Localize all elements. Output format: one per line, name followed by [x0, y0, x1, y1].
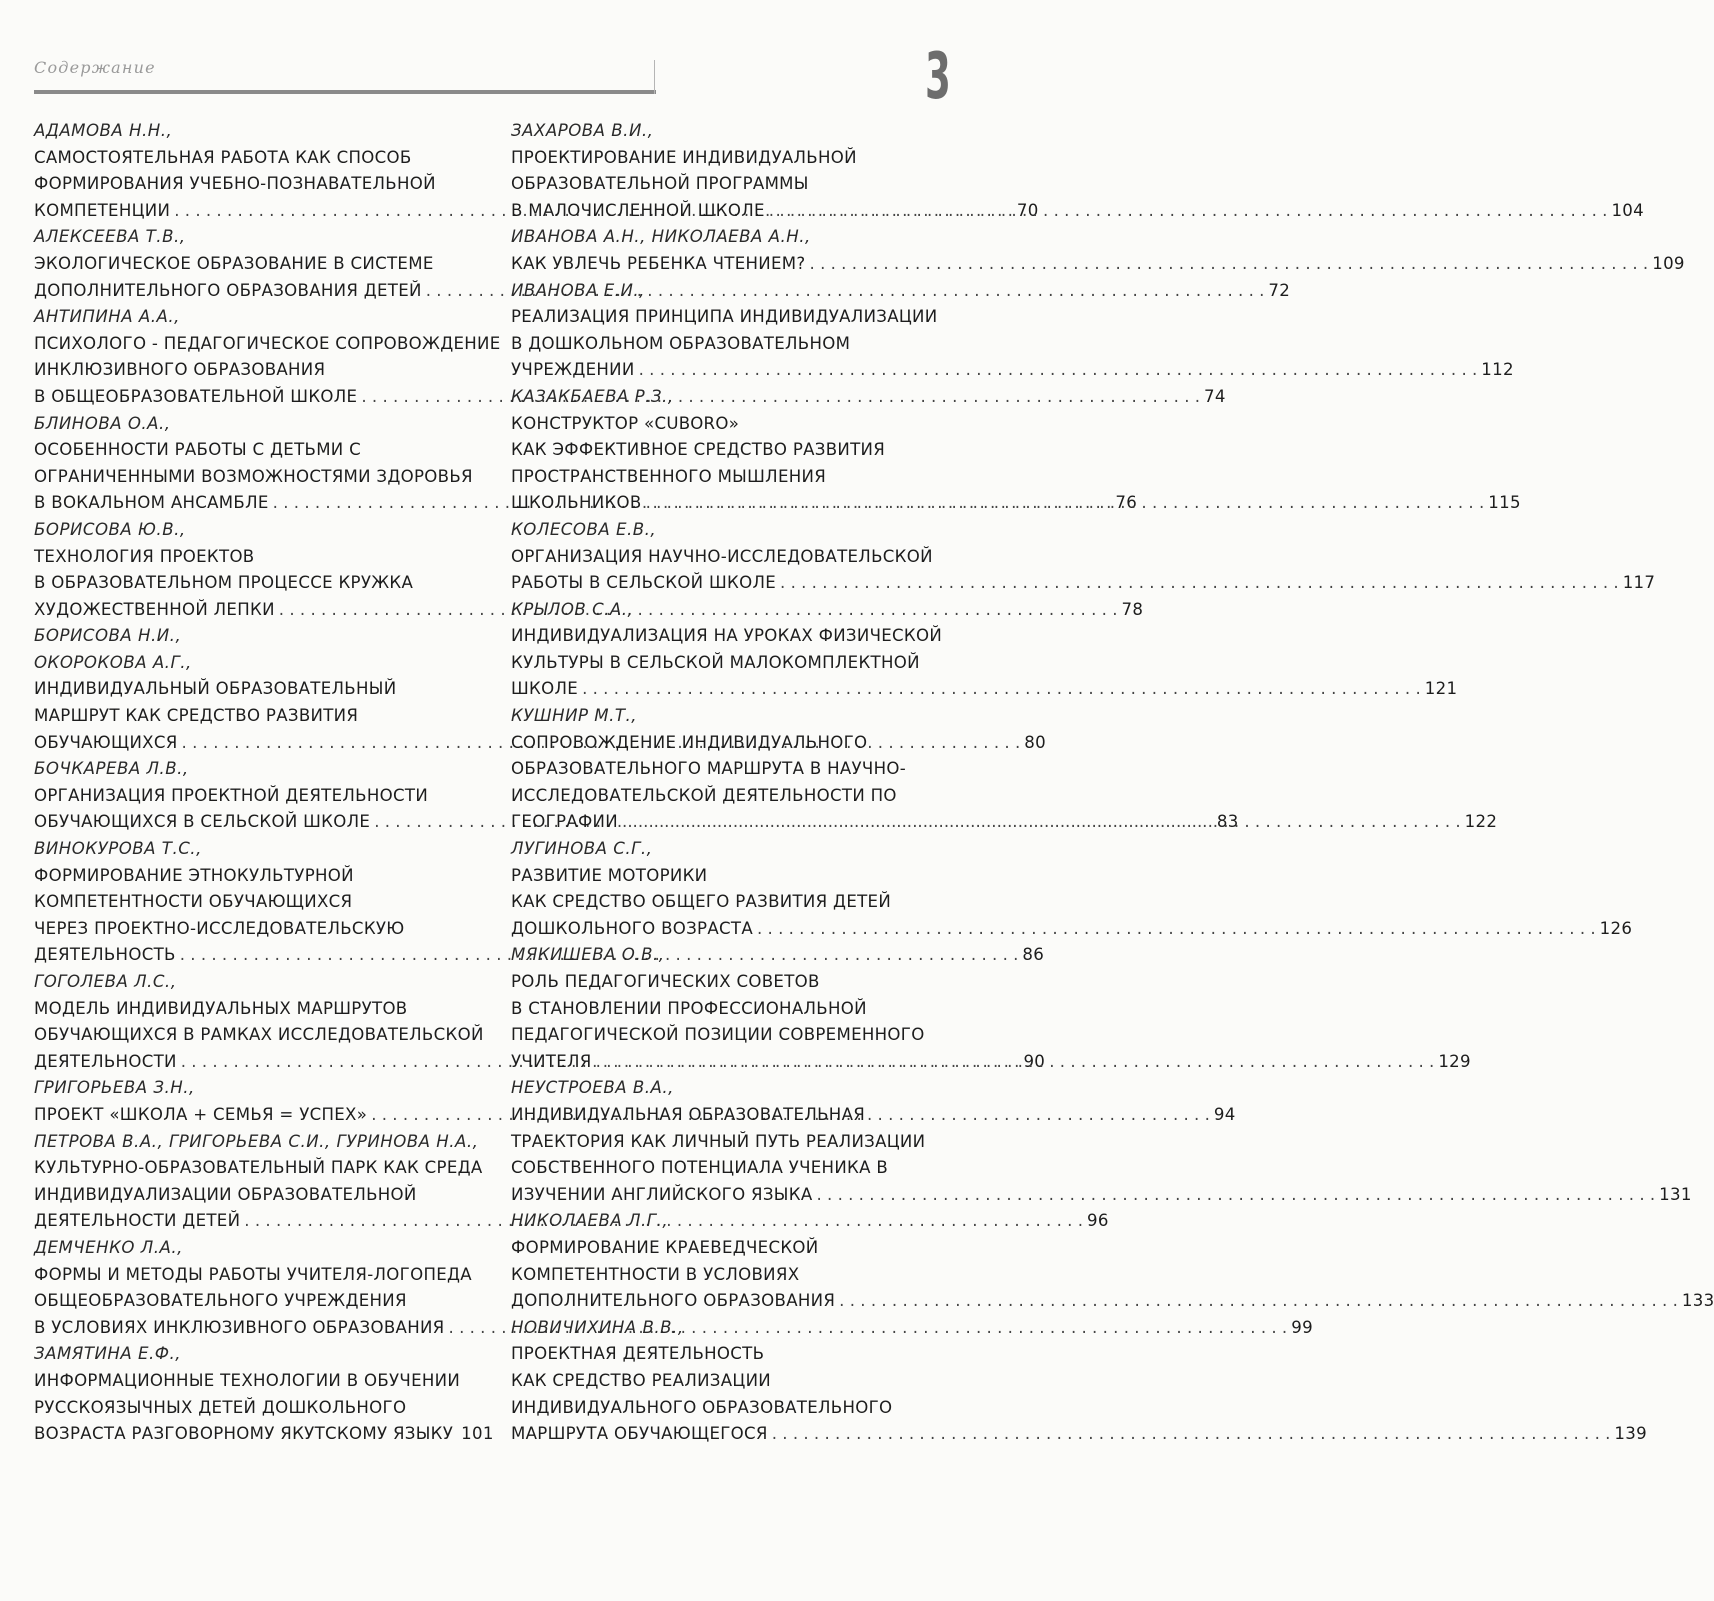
header-rule [34, 90, 656, 94]
entry-authors: КАЗАКБАЕВА Р.З., [511, 386, 674, 406]
entry-page-number: 72 [1268, 280, 1291, 300]
entry-title-line: В ДОШКОЛЬНОМ ОБРАЗОВАТЕЛЬНОМ [511, 333, 851, 353]
entry-last-line [511, 916, 1633, 943]
toc-entry[interactable] [511, 836, 1633, 942]
entry-authors: ЛУГИНОВА С.Г., [511, 839, 653, 859]
entry-title-line: ЧЕРЕЗ ПРОЕКТНО-ИССЛЕДОВАТЕЛЬСКУЮ [34, 918, 405, 938]
entry-authors: МЯКИШЕВА О.В., [511, 945, 665, 965]
entry-authors: ГОГОЛЕВА Л.С., [34, 972, 177, 991]
entry-title-line: ФОРМИРОВАНИЕ КРАЕВЕДЧЕСКОЙ [511, 1237, 819, 1257]
entry-authors: ГРИГОРЬЕВА З.Н., [34, 1078, 195, 1098]
section-title: Содержание [34, 58, 156, 77]
entry-authors: ЗАМЯТИНА Е.Ф., [34, 1344, 182, 1364]
entry-page-number: 139 [1614, 1424, 1647, 1444]
entry-title-line: ИНДИВИДУАЛЬНОГО ОБРАЗОВАТЕЛЬНОГО [511, 1397, 893, 1417]
header-divider [654, 60, 655, 94]
entry-title-line: КОМПЕТЕНТНОСТИ В УСЛОВИЯХ [511, 1264, 800, 1284]
entry-title-line: ПСИХОЛОГО - ПЕДАГОГИЧЕСКОЕ СОПРОВОЖДЕНИЕ [34, 333, 501, 353]
entry-title-line: ВОЗРАСТА РАЗГОВОРНОМУ ЯКУТСКОМУ ЯЗЫКУ [34, 1424, 454, 1444]
entry-authors: НЕУСТРОЕВА В.А., [511, 1078, 674, 1098]
entry-page-number: 76 [1115, 493, 1138, 513]
entry-last-line [511, 676, 1458, 703]
entry-title-line: ДЕЯТЕЛЬНОСТЬ [34, 945, 176, 965]
entry-title-line: ОБУЧАЮЩИХСЯ В СЕЛЬСКОЙ ШКОЛЕ [34, 812, 371, 832]
entry-title-line: РАЗВИТИЕ МОТОРИКИ [511, 865, 708, 885]
entry-title-line: СОПРОВОЖДЕНИЕ ИНДИВИДУАЛЬНОГО [511, 732, 868, 752]
page-number: 3 [925, 40, 951, 114]
entry-title-line: СОБСТВЕННОГО ПОТЕНЦИАЛА УЧЕНИКА В [511, 1158, 889, 1178]
entry-title-line: МАРШРУТА ОБУЧАЮЩЕГОСЯ [511, 1424, 768, 1444]
entry-page-number: 115 [1488, 493, 1521, 513]
entry-authors: ИВАНОВА Е.И., [511, 280, 645, 300]
entry-title-line: КАК СРЕДСТВО ОБЩЕГО РАЗВИТИЯ ДЕТЕЙ [511, 892, 892, 912]
entry-page-number: 99 [1291, 1317, 1313, 1337]
entry-page-number: 121 [1424, 679, 1458, 699]
entry-title-line: ПЕДАГОГИЧЕСКОЙ ПОЗИЦИИ СОВРЕМЕННОГО [511, 1025, 925, 1045]
entry-title-line: ПРОЕКТИРОВАНИЕ ИНДИВИДУАЛЬНОЙ [511, 147, 857, 167]
entry-authors: БЛИНОВА О.А., [34, 413, 171, 433]
toc-entry[interactable] [511, 517, 1656, 597]
entry-title-line: КОМПЕТЕНТНОСТИ ОБУЧАЮЩИХСЯ [34, 892, 353, 912]
entry-title-line: ИНФОРМАЦИОННЫЕ ТЕХНОЛОГИИ В ОБУЧЕНИИ [34, 1370, 461, 1390]
entry-authors: БОЧКАРЕВА Л.В., [34, 759, 189, 779]
entry-title-line: РЕАЛИЗАЦИЯ ПРИНЦИПА ИНДИВИДУАЛИЗАЦИИ [511, 307, 938, 327]
entry-authors: БОРИСОВА Н.И., [34, 626, 182, 646]
entry-title-line: КАК СРЕДСТВО РЕАЛИЗАЦИИ [511, 1370, 772, 1390]
entry-page-number: 80 [1024, 732, 1046, 752]
entry-authors: ИВАНОВА А.Н., НИКОЛАЕВА А.Н., [511, 227, 811, 247]
entry-title-line: РУССКОЯЗЫЧНЫХ ДЕТЕЙ ДОШКОЛЬНОГО [34, 1397, 407, 1417]
entry-title-line: ПРОСТРАНСТВЕННОГО МЫШЛЕНИЯ [511, 466, 827, 486]
entry-title-line: ИНДИВИДУАЛЬНАЯ ОБРАЗОВАТЕЛЬНАЯ [511, 1104, 866, 1124]
entry-title-line: РОЛЬ ПЕДАГОГИЧЕСКИХ СОВЕТОВ [511, 972, 820, 991]
entry-page-number: 133 [1681, 1291, 1714, 1311]
entry-authors: БОРИСОВА Ю.В., [34, 519, 186, 539]
entry-page-number: 117 [1622, 573, 1656, 593]
entry-title-line: В СТАНОВЛЕНИИ ПРОФЕССИОНАЛЬНОЙ [511, 998, 867, 1018]
entry-title-line: В МАЛОЧИСЛЕННОЙ ШКОЛЕ [511, 200, 765, 220]
entry-title-line: РАБОТЫ В СЕЛЬСКОЙ ШКОЛЕ [511, 573, 777, 593]
dot-leader [780, 570, 1619, 597]
dot-leader [839, 1288, 1678, 1315]
entry-authors: НОВИЧИХИНА В.В., [511, 1317, 684, 1337]
entry-title-line: ОБЩЕОБРАЗОВАТЕЛЬНОГО УЧРЕЖДЕНИЯ [34, 1291, 407, 1311]
entry-title-line: ОБРАЗОВАТЕЛЬНОЙ ПРОГРАММЫ [511, 174, 809, 194]
entry-title-line: ШКОЛЬНИКОВ [511, 493, 642, 513]
entry-title-line: ПРОЕКТНАЯ ДЕЯТЕЛЬНОСТЬ [511, 1344, 765, 1364]
entry-last-line [511, 251, 1685, 278]
entry-title-line: В ВОКАЛЬНОМ АНСАМБЛЕ [34, 493, 269, 513]
entry-page-number: 104 [1611, 200, 1645, 220]
entry-authors: АДАМОВА Н.Н., [34, 121, 173, 140]
entry-page-number: 96 [1086, 1211, 1109, 1231]
entry-title-line: ДОШКОЛЬНОГО ВОЗРАСТА [511, 918, 753, 938]
entry-page-number: 74 [1204, 386, 1226, 406]
entry-authors: ДЕМЧЕНКО Л.А., [34, 1237, 183, 1257]
entry-last-line [511, 1288, 1714, 1315]
entry-title-line: ОГРАНИЧЕННЫМИ ВОЗМОЖНОСТЯМИ ЗДОРОВЬЯ [34, 466, 473, 486]
dot-leader [639, 357, 1478, 384]
entry-title-line: УЧРЕЖДЕНИИ [511, 360, 635, 380]
entry-last-line [511, 570, 1656, 597]
entry-title-line: ОРГАНИЗАЦИЯ ПРОЕКТНОЙ ДЕЯТЕЛЬНОСТИ [34, 785, 429, 805]
dot-leader [596, 1049, 1435, 1076]
dot-leader [772, 1421, 1611, 1448]
entry-title-line: ДОПОЛНИТЕЛЬНОГО ОБРАЗОВАНИЯ ДЕТЕЙ [34, 280, 422, 300]
entry-title-line: ХУДОЖЕСТВЕННОЙ ЛЕПКИ [34, 599, 275, 619]
entry-page-number: 109 [1652, 253, 1685, 273]
entry-authors: НИКОЛАЕВА Л.Г., [511, 1211, 669, 1231]
entry-title-line: ИССЛЕДОВАТЕЛЬСКОЙ ДЕЯТЕЛЬНОСТИ ПО [511, 785, 897, 805]
dot-leader [769, 198, 1608, 225]
entry-authors: АЛЕКСЕЕВА Т.В., [34, 227, 186, 247]
entry-title-line: ОБРАЗОВАТЕЛЬНОГО МАРШРУТА В НАУЧНО- [511, 759, 907, 779]
entry-title-line: ДОПОЛНИТЕЛЬНОГО ОБРАЗОВАНИЯ [511, 1291, 836, 1311]
entry-title-line: ТЕХНОЛОГИЯ ПРОЕКТОВ [34, 546, 255, 566]
entry-authors: АНТИПИНА А.А., [34, 307, 180, 327]
entry-title-line: ПРОЕКТ «ШКОЛА + СЕМЬЯ = УСПЕХ» [34, 1104, 368, 1124]
entry-title-line: ФОРМИРОВАНИЯ УЧЕБНО-ПОЗНАВАТЕЛЬНОЙ [34, 174, 436, 194]
entry-page-number: 122 [1464, 812, 1498, 832]
entry-title-line: ОСОБЕННОСТИ РАБОТЫ С ДЕТЬМИ С [34, 440, 361, 460]
entry-page-number: 126 [1599, 918, 1633, 938]
entry-title-line: ФОРМЫ И МЕТОДЫ РАБОТЫ УЧИТЕЛЯ-ЛОГОПЕДА [34, 1264, 472, 1284]
entry-title-line: ШКОЛЕ [511, 679, 579, 699]
dot-leader [810, 251, 1649, 278]
entry-title-line: КАК ЭФФЕКТИВНОЕ СРЕДСТВО РАЗВИТИЯ [511, 440, 886, 460]
entry-title-line: ТРАЕКТОРИЯ КАК ЛИЧНЫЙ ПУТЬ РЕАЛИЗАЦИИ [511, 1131, 926, 1151]
entry-authors: ЗАХАРОВА В.И., [511, 121, 654, 140]
entry-title-line: МАРШРУТ КАК СРЕДСТВО РАЗВИТИЯ [34, 706, 359, 726]
dot-leader [582, 676, 1421, 703]
entry-title-line: ИНДИВИДУАЛИЗАЦИИ ОБРАЗОВАТЕЛЬНОЙ [34, 1184, 417, 1204]
entry-title-line: КОМПЕТЕНЦИИ [34, 200, 171, 220]
entry-page-number: 94 [1213, 1104, 1236, 1124]
entry-authors: ПЕТРОВА В.А., ГРИГОРЬЕВА С.И., ГУРИНОВА Н.А., [34, 1131, 479, 1151]
entry-title-line: ЭКОЛОГИЧЕСКОЕ ОБРАЗОВАНИЕ В СИСТЕМЕ [34, 253, 434, 273]
entry-title-line: ГЕОГРАФИИ [511, 812, 618, 832]
entry-title-line: ОБУЧАЮЩИХСЯ [34, 732, 178, 752]
entry-page-number: 131 [1659, 1184, 1692, 1204]
entry-title-line: В ОБРАЗОВАТЕЛЬНОМ ПРОЦЕССЕ КРУЖКА [34, 573, 414, 593]
entry-title-line: ИНКЛЮЗИВНОГО ОБРАЗОВАНИЯ [34, 360, 326, 380]
entry-title-line: ДЕЯТЕЛЬНОСТИ [34, 1051, 177, 1071]
toc-entry[interactable] [34, 1341, 494, 1447]
entry-authors: КРЫЛОВ С.А., [511, 599, 634, 619]
entry-page-number: 129 [1438, 1051, 1471, 1071]
entry-title-line: ОРГАНИЗАЦИЯ НАУЧНО-ИССЛЕДОВАТЕЛЬСКОЙ [511, 546, 933, 566]
entry-title-line: КУЛЬТУРЫ В СЕЛЬСКОЙ МАЛОКОМПЛЕКТНОЙ [511, 652, 920, 672]
dot-leader [646, 490, 1485, 517]
entry-title-line: КУЛЬТУРНО-ОБРАЗОВАТЕЛЬНЫЙ ПАРК КАК СРЕДА [34, 1158, 483, 1178]
entry-page-number: 90 [1023, 1051, 1046, 1071]
entry-title-line: КАК УВЛЕЧЬ РЕБЕНКА ЧТЕНИЕМ? [511, 253, 806, 273]
entry-title-line: ИНДИВИДУАЛЬНЫЙ ОБРАЗОВАТЕЛЬНЫЙ [34, 679, 397, 699]
dot-leader [622, 809, 1461, 836]
entry-page-number: 86 [1022, 945, 1045, 965]
entry-page-number: 83 [1216, 812, 1239, 832]
entry-title-line: ИЗУЧЕНИИ АНГЛИЙСКОГО ЯЗЫКА [511, 1184, 813, 1204]
entry-title-line: В ОБЩЕОБРАЗОВАТЕЛЬНОЙ ШКОЛЕ [34, 386, 358, 406]
entry-authors: КУШНИР М.Т., [511, 706, 638, 726]
dot-leader [816, 1182, 1655, 1209]
entry-last-line [511, 1182, 1692, 1209]
entry-last-line [34, 1421, 494, 1448]
toc-entry[interactable] [511, 224, 1685, 277]
entry-title-line: МОДЕЛЬ ИНДИВИДУАЛЬНЫХ МАРШРУТОВ [34, 998, 408, 1018]
entry-title-line: САМОСТОЯТЕЛЬНАЯ РАБОТА КАК СПОСОБ [34, 147, 412, 167]
entry-title-line: ДЕЯТЕЛЬНОСТИ ДЕТЕЙ [34, 1211, 241, 1231]
entry-title-line: ОБУЧАЮЩИХСЯ В РАМКАХ ИССЛЕДОВАТЕЛЬСКОЙ [34, 1025, 484, 1045]
dot-leader [757, 916, 1596, 943]
entry-title-line: ФОРМИРОВАНИЕ ЭТНОКУЛЬТУРНОЙ [34, 865, 354, 885]
entry-page-number: 101 [461, 1424, 494, 1444]
entry-title-line: В УСЛОВИЯХ ИНКЛЮЗИВНОГО ОБРАЗОВАНИЯ [34, 1317, 445, 1337]
entry-last-line [511, 357, 1514, 384]
entry-page-number: 112 [1481, 360, 1514, 380]
entry-page-number: 78 [1121, 599, 1144, 619]
entry-authors: ВИНОКУРОВА Т.С., [34, 839, 202, 859]
entry-title-line: КОНСТРУКТОР «CUBORO» [511, 413, 740, 433]
entry-last-line [511, 1421, 1647, 1448]
entry-title-line: ИНДИВИДУАЛИЗАЦИЯ НА УРОКАХ ФИЗИЧЕСКОЙ [511, 626, 943, 646]
entry-authors: ОКОРОКОВА А.Г., [34, 652, 192, 672]
entry-authors: КОЛЕСОВА Е.В., [511, 519, 657, 539]
entry-page-number: 70 [1016, 200, 1039, 220]
entry-title-line: УЧИТЕЛЯ [511, 1051, 592, 1071]
